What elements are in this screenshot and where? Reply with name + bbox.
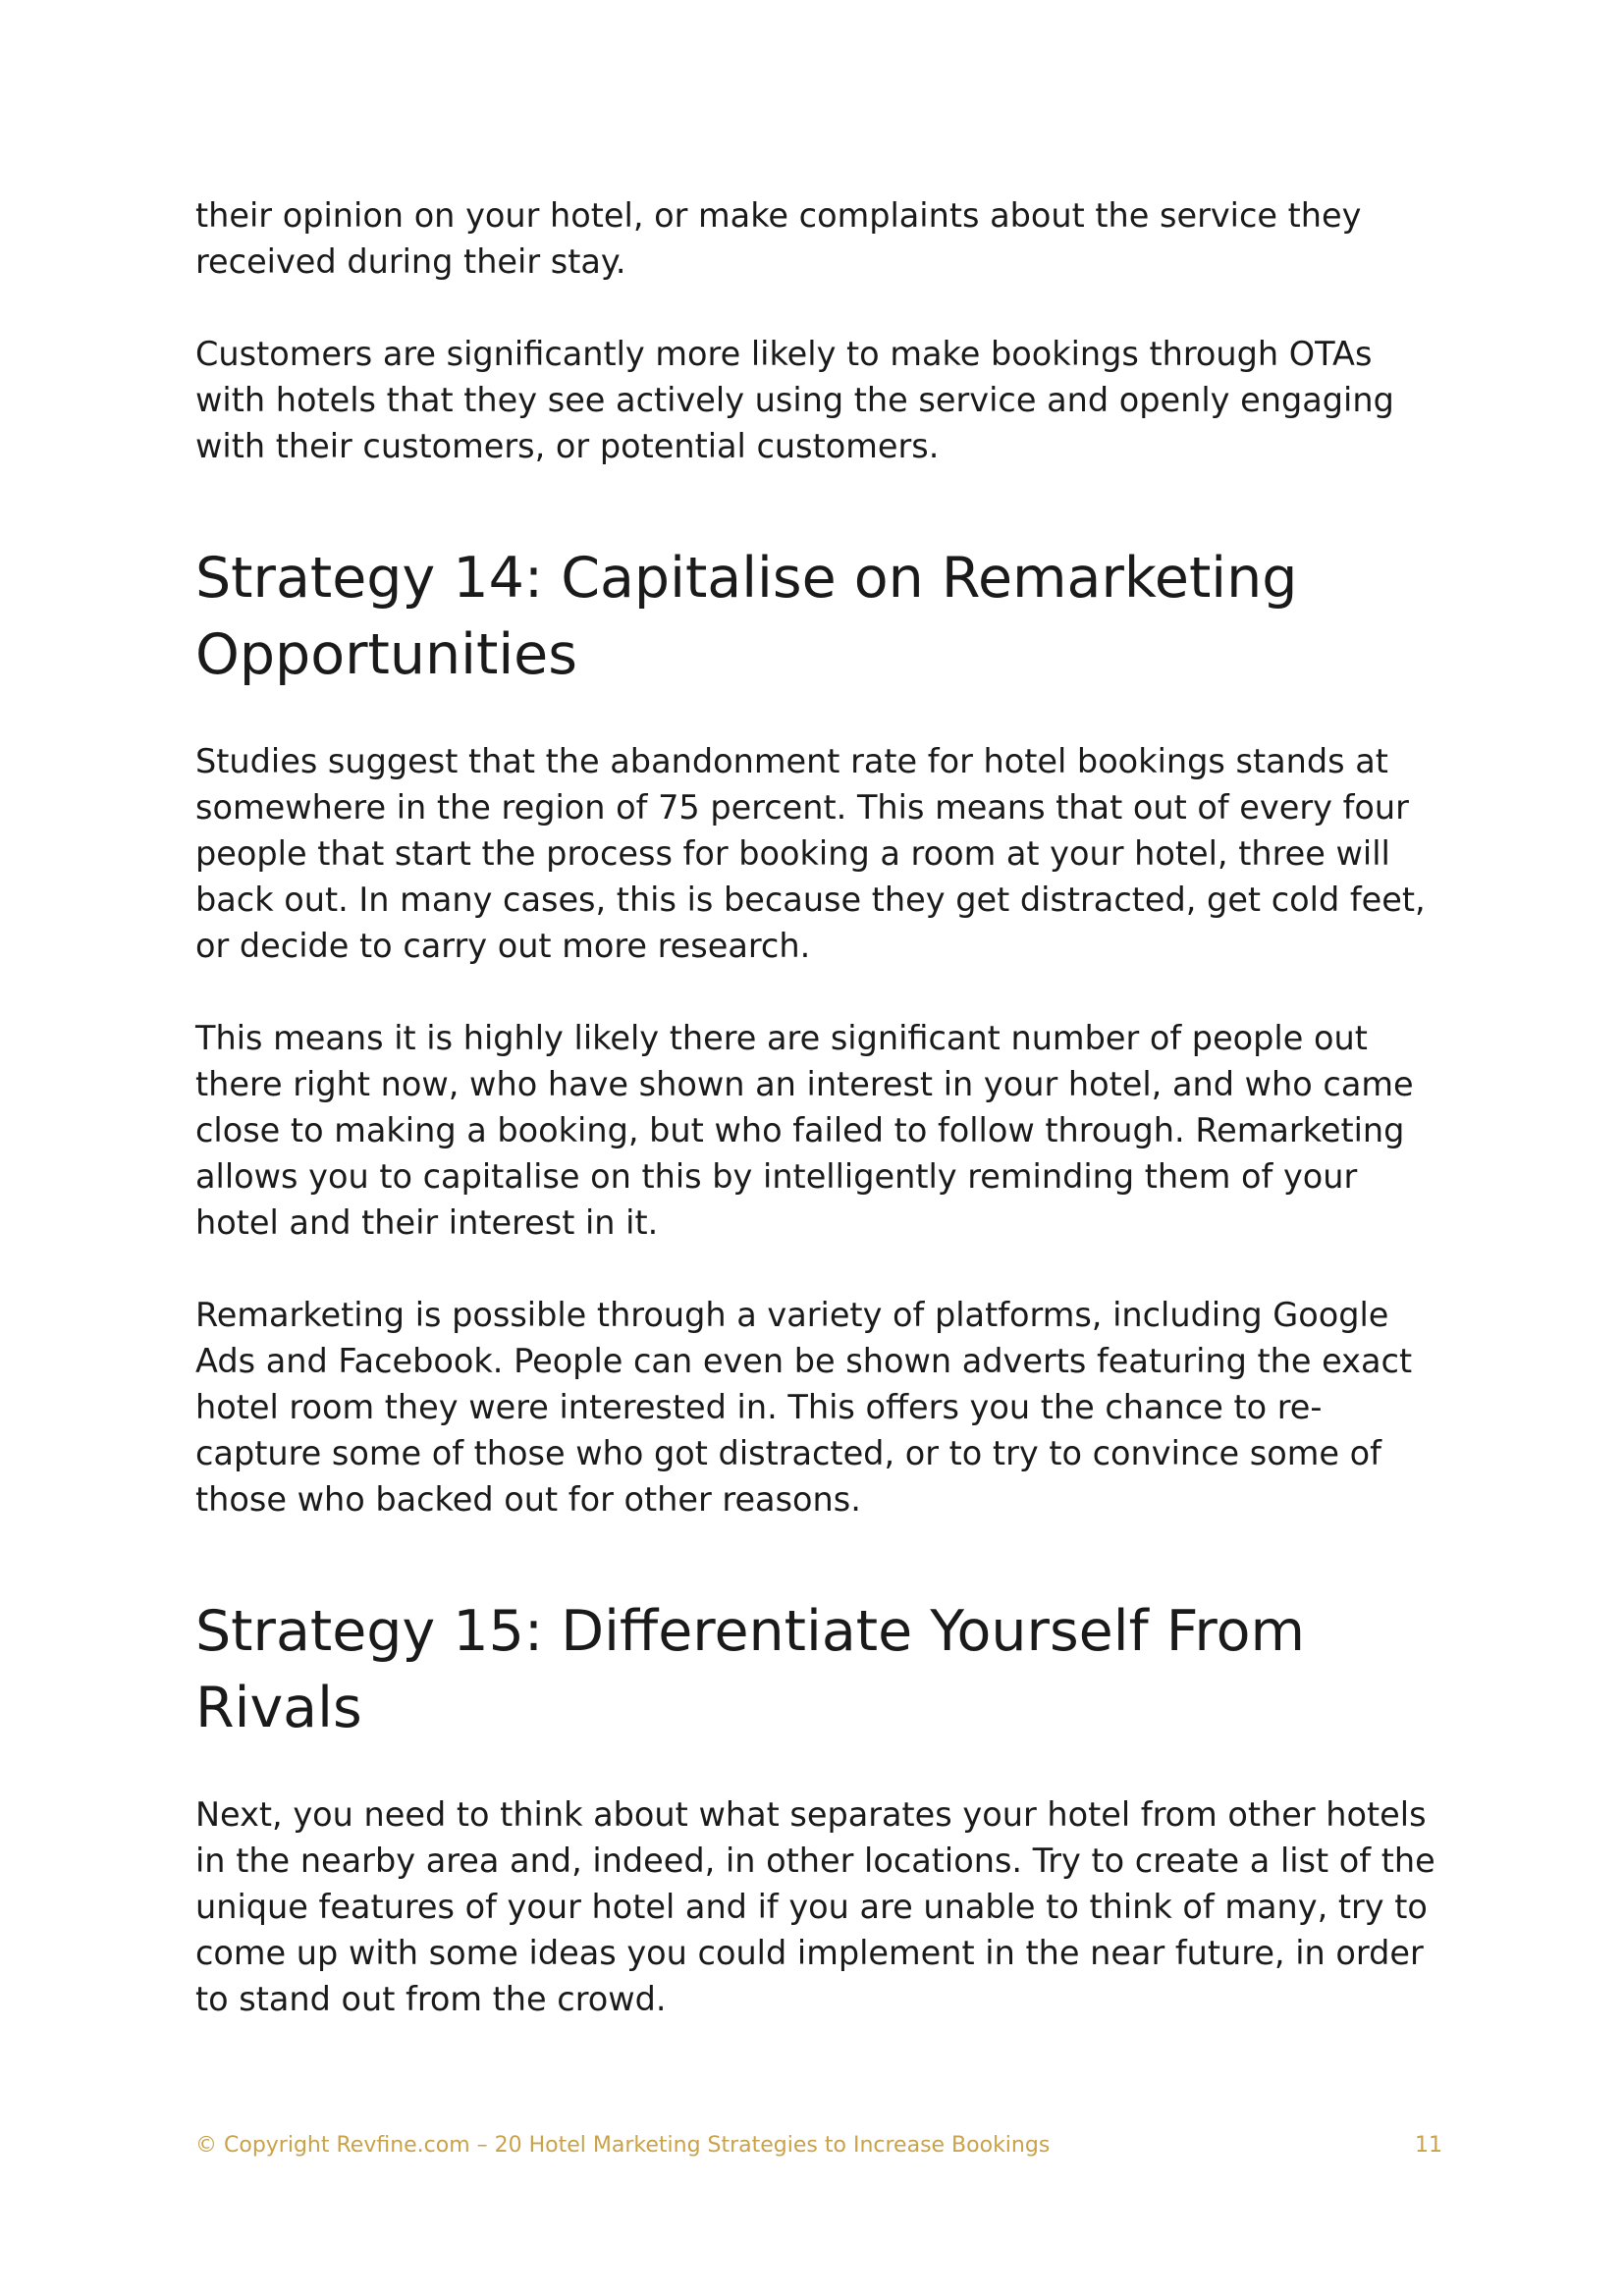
paragraph-remarketing-opportunity: This means it is highly likely there are significant number of people out there right now, who have shown an interest in your hotel, and who came close to making a booking, but who failed to follow through. Remarketing allows you to capitalise on this by intelligently reminding them of your hotel and their interest in it.: [195, 1019, 1414, 1242]
paragraph-ota-opinions: their opinion on your hotel, or make complaints about the service they received during their stay.: [195, 196, 1362, 281]
paragraph-differentiate: Next, you need to think about what separates your hotel from other hotels in the nearby area and, indeed, in other locations. Try to create a list of the unique features of your hotel and if you are unable to think of many, try to come up with some ideas you could implement in the near future, in order to stand out from the crowd.: [195, 1795, 1435, 2018]
document-body: [195, 192, 1442, 2022]
paragraph-abandonment-rate: Studies suggest that the abandonment rate for hotel bookings stands at somewhere in the region of 75 percent. This means that out of every four people that start the process for booking a room at your hotel, three will back out. In many cases, this is because they get distracted, get cold feet, or decide to carry out more research.: [195, 742, 1426, 965]
page-number: 11: [1415, 2133, 1442, 2158]
heading-strategy-15: Strategy 15: Differentiate Yourself From Rivals: [195, 1599, 1305, 1740]
page-footer: [195, 2133, 1442, 2163]
paragraph-ota-engagement: Customers are significantly more likely to make bookings through OTAs with hotels that they see actively using the service and openly engaging with their customers, or potential customers.: [195, 335, 1394, 465]
footer-copyright: © Copyright Revfine.com – 20 Hotel Marketing Strategies to Increase Bookings: [195, 2133, 1051, 2158]
paragraph-remarketing-platforms: Remarketing is possible through a variety of platforms, including Google Ads and Facebook. People can even be shown adverts featuring the exact hotel room they were interested in. This offers you the chance to re-capture some of those who got distracted, or to try to convince some of those who backed out for other reasons.: [195, 1296, 1413, 1519]
heading-strategy-14: Strategy 14: Capitalise on Remarketing Opportunities: [195, 546, 1298, 687]
